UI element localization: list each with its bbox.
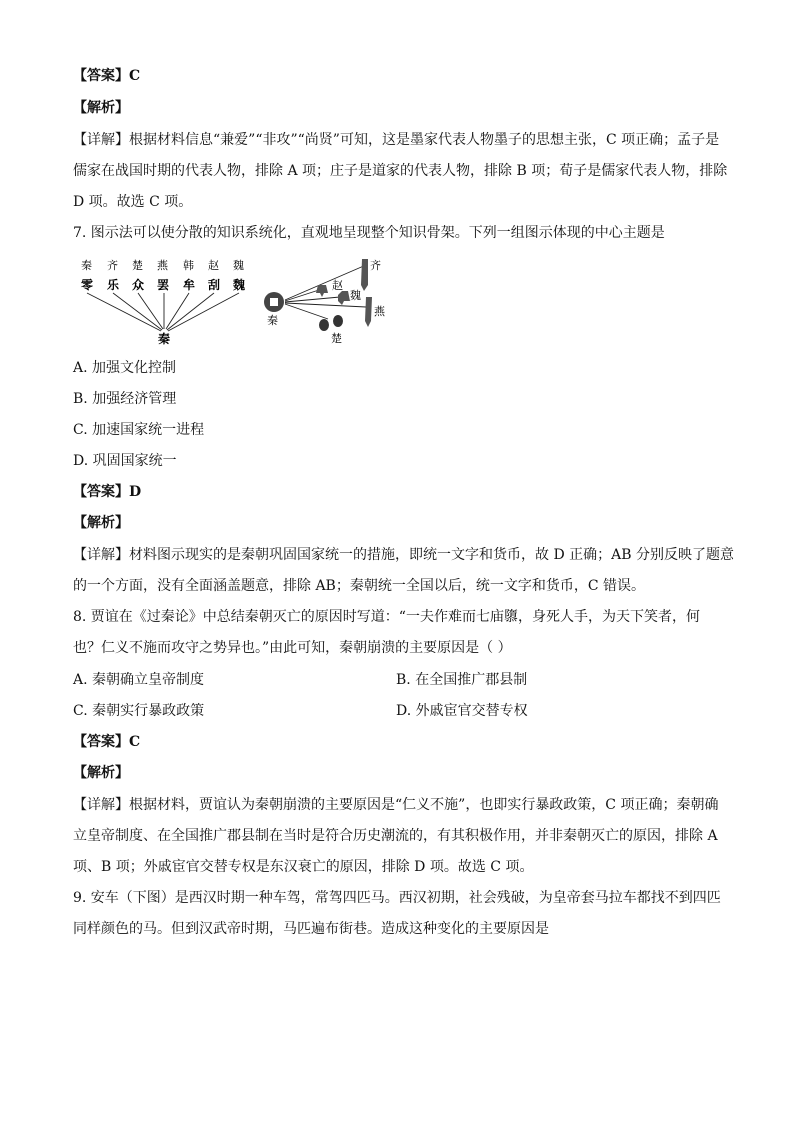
q7-option-d: D. 巩固国家统一 bbox=[73, 453, 177, 469]
fig1-state-label: 韩 bbox=[183, 259, 194, 272]
fig2-label-qin: 秦 bbox=[267, 314, 278, 327]
qin-ban-liang-coin-icon bbox=[264, 292, 284, 312]
q7-figure-coins-diagram bbox=[258, 255, 390, 345]
q7-option-b: B. 加强经济管理 bbox=[73, 391, 177, 407]
fig1-script-glyph: 罢 bbox=[157, 278, 170, 292]
fig1-state-label: 秦 bbox=[81, 259, 92, 272]
fig2-label-qi: 齐 bbox=[370, 259, 381, 272]
zhao-spade-coin-icon bbox=[316, 285, 328, 297]
fig2-label-zhao: 赵 bbox=[332, 279, 343, 292]
fig1-script-glyph: 魏 bbox=[233, 278, 246, 292]
q8-detail-line3: 项、B 项；外戚宦官交替专权是东汉衰亡的原因，排除 D 项。故选 C 项。 bbox=[73, 859, 534, 875]
fig1-state-label: 齐 bbox=[107, 259, 118, 272]
q8-option-c: C. 秦朝实行暴政政策 bbox=[73, 703, 205, 719]
fig2-label-yan: 燕 bbox=[374, 305, 385, 318]
fig1-script-glyph: 刮 bbox=[208, 278, 221, 292]
fig1-state-label: 赵 bbox=[208, 259, 219, 272]
fig2-label-chu: 楚 bbox=[331, 332, 342, 345]
q8-detail-line2: 立皇帝制度、在全国推广郡县制在当时是符合历史潮流的，有其积极作用，并非秦朝灭亡的原因，排除 A bbox=[73, 828, 718, 844]
q6-detail-line1: 【详解】根据材料信息“兼爱”“非攻”“尚贤”可知，这是墨家代表人物墨子的思想主张，C 项正确；孟子是 bbox=[73, 132, 720, 148]
qi-knife-coin-icon bbox=[361, 259, 368, 291]
q9-stem-line2: 同样颜色的马。但到汉武帝时期，马匹遍布街巷。造成这种变化的主要原因是 bbox=[73, 921, 549, 937]
q7-detail-line1: 【详解】材料图示现实的是秦朝巩固国家统一的措施，即统一文字和货币，故 D 正确；AB 分别反映了题意 bbox=[73, 547, 734, 563]
fig1-state-label: 魏 bbox=[233, 259, 244, 272]
fig1-script-glyph: 零 bbox=[81, 278, 94, 292]
q8-option-d: D. 外戚宦官交替专权 bbox=[396, 703, 528, 719]
q7-detail-line2: 的一个方面，没有全面涵盖题意，排除 AB；秦朝统一全国以后，统一文字和货币，C 错误。 bbox=[73, 578, 646, 594]
q8-detail-line1: 【详解】根据材料，贾谊认为秦朝崩溃的主要原因是“仁义不施”，也即实行暴政政策，C 项正确；秦朝确 bbox=[73, 797, 719, 813]
q6-answer: 【答案】C bbox=[73, 68, 141, 84]
q6-analysis-label: 【解析】 bbox=[73, 100, 129, 116]
q7-stem: 7. 图示法可以使分散的知识系统化，直观地呈现整个知识骨架。下列一组图示体现的中心主题是 bbox=[73, 225, 665, 241]
fig1-connector-lines bbox=[87, 293, 239, 331]
fig1-state-label: 楚 bbox=[132, 259, 143, 272]
fig2-label-wei: 魏 bbox=[350, 289, 361, 302]
q7-option-a: A. 加强文化控制 bbox=[73, 360, 177, 376]
q6-detail-line2: 儒家在战国时期的代表人物，排除 A 项；庄子是道家的代表人物，排除 B 项；荀子是儒家代表人物，排除 bbox=[73, 163, 728, 179]
q8-answer: 【答案】C bbox=[73, 734, 141, 750]
q8-option-b: B. 在全国推广郡县制 bbox=[396, 672, 528, 688]
fig1-script-glyph: 乐 bbox=[107, 278, 120, 292]
wei-spade-coin-icon bbox=[338, 291, 350, 305]
q8-analysis-label: 【解析】 bbox=[73, 765, 129, 781]
q7-figure-scripts-diagram bbox=[78, 255, 254, 345]
q8-stem-line1: 8. 贾谊在《过秦论》中总结秦朝灭亡的原因时写道：“一夫作难而七庙隳，身死人手，为天下笑者，何 bbox=[73, 609, 700, 625]
fig1-script-glyph: 众 bbox=[132, 278, 145, 292]
yan-knife-coin-icon bbox=[365, 297, 372, 327]
q9-stem-line1: 9. 安车（下图）是西汉时期一种车驾，常驾四匹马。西汉初期，社会残破，为皇帝套马拉车都找不到四匹 bbox=[73, 890, 721, 906]
fig1-center-glyph: 秦 bbox=[158, 332, 171, 345]
q8-option-a: A. 秦朝确立皇帝制度 bbox=[73, 672, 205, 688]
fig1-state-label: 燕 bbox=[157, 259, 168, 272]
q7-answer: 【答案】D bbox=[73, 484, 142, 500]
q7-option-c: C. 加速国家统一进程 bbox=[73, 422, 205, 438]
q8-stem-line2: 也？仁义不施而攻守之势异也。”由此可知，秦朝崩溃的主要原因是（ ） bbox=[73, 640, 512, 656]
q6-detail-line3: D 项。故选 C 项。 bbox=[73, 194, 193, 210]
q7-analysis-label: 【解析】 bbox=[73, 515, 129, 531]
fig1-script-glyph: 牟 bbox=[183, 278, 196, 292]
